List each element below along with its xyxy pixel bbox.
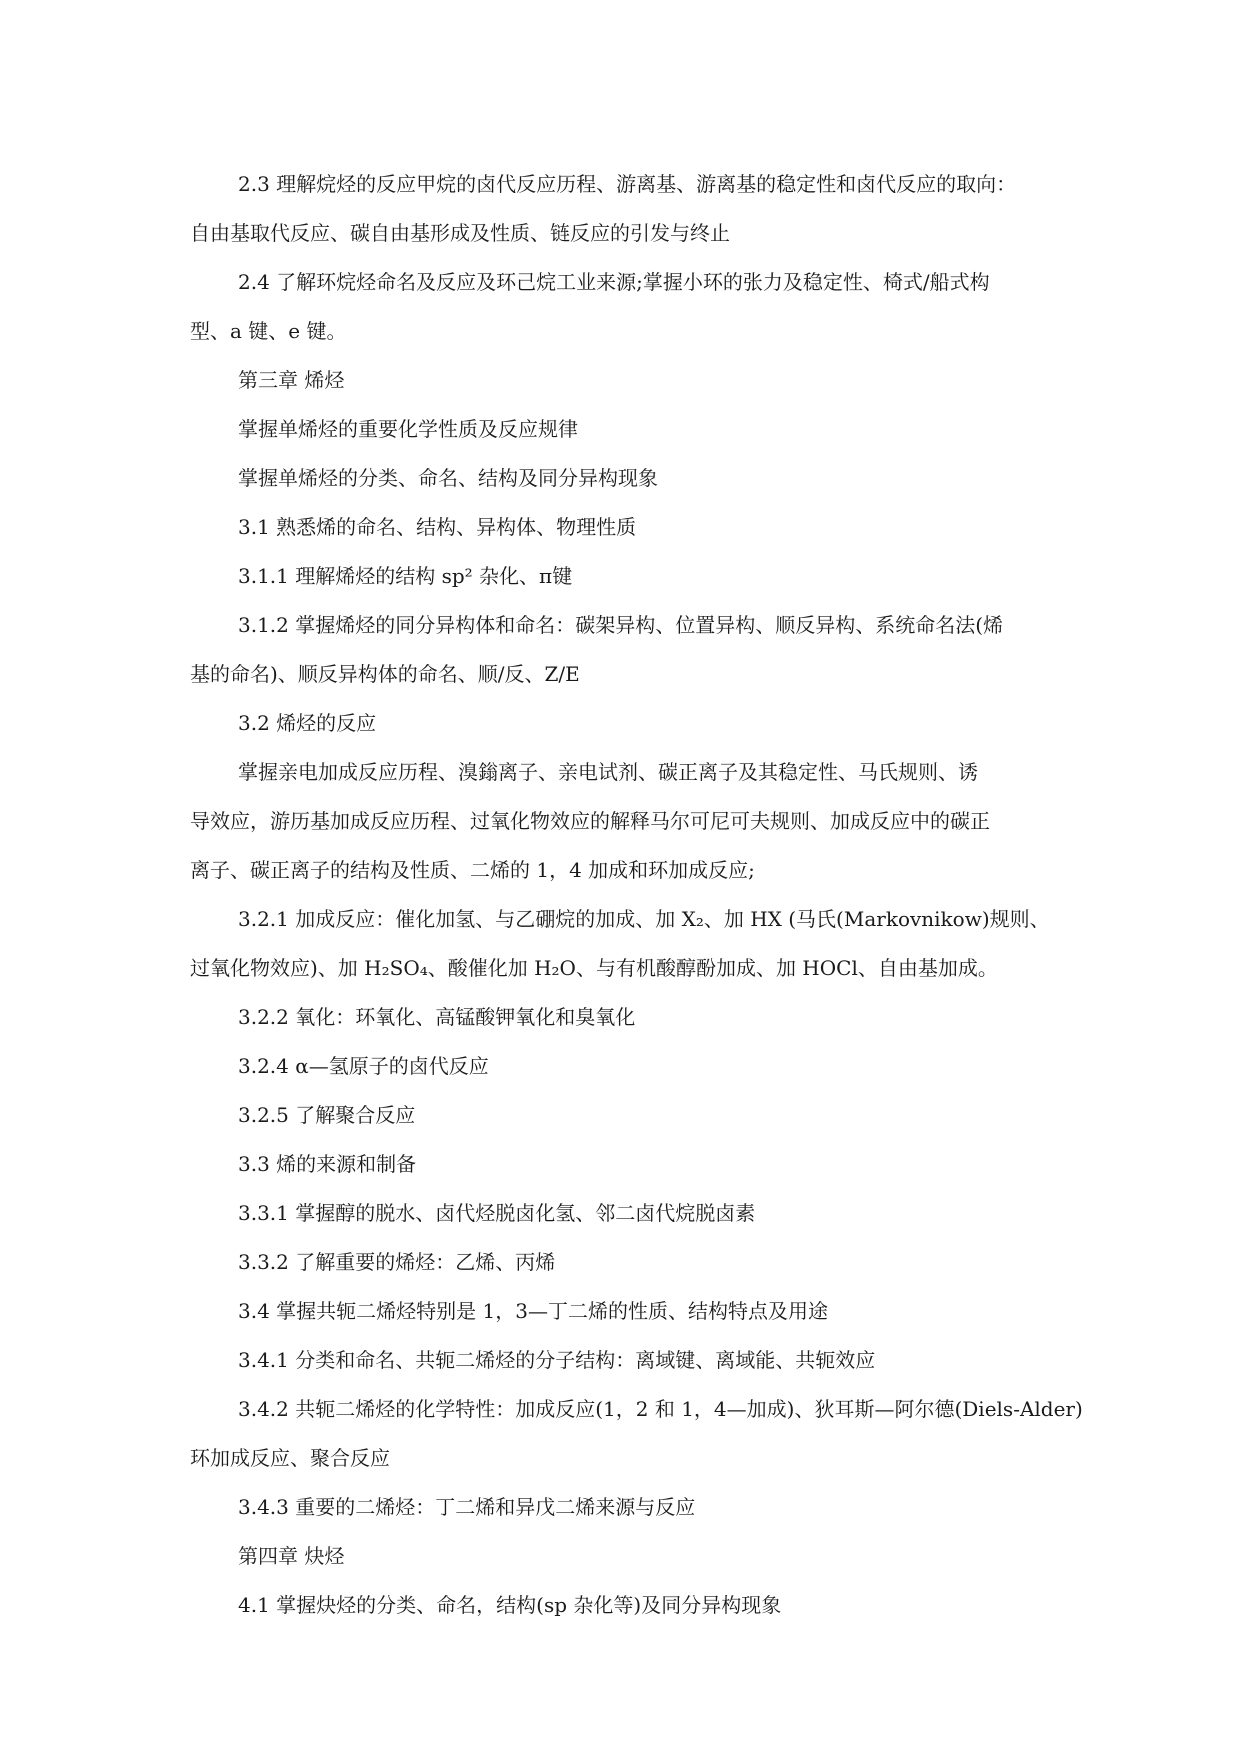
text-line: 离子、碳正离子的结构及性质、二烯的 1，4 加成和环加成反应; [190, 858, 755, 882]
text-line: 过氧化物效应)、加 H₂SO₄、酸催化加 H₂O、与有机酸醇酚加成、加 HOCl、自由基加成。 [190, 956, 998, 980]
text-line: 2.3 理解烷烃的反应甲烷的卤代反应历程、游离基、游离基的稳定性和卤代反应的取向： [238, 172, 1017, 196]
text-line: 自由基取代反应、碳自由基形成及性质、链反应的引发与终止 [190, 221, 730, 245]
text-line: 3.4.2 共轭二烯烃的化学特性：加成反应(1，2 和 1，4—加成)、狄耳斯—阿尔德(Diels-Alder) [238, 1397, 1083, 1421]
text-line: 掌握单烯烃的重要化学性质及反应规律 [238, 417, 578, 441]
text-line: 3.3.1 掌握醇的脱水、卤代烃脱卤化氢、邻二卤代烷脱卤素 [238, 1201, 756, 1225]
text-line: 3.2.5 了解聚合反应 [238, 1103, 416, 1127]
text-line: 型、a 键、e 键。 [190, 319, 347, 343]
text-line: 3.2.4 α—氢原子的卤代反应 [238, 1054, 489, 1078]
section-heading: 3.2 烯烃的反应 [238, 711, 377, 735]
text-line: 3.3.2 了解重要的烯烃：乙烯、丙烯 [238, 1250, 556, 1274]
text-line: 导效应，游历基加成反应历程、过氧化物效应的解释马尔可尼可夫规则、加成反应中的碳正 [190, 809, 990, 833]
text-line: 3.4.1 分类和命名、共轭二烯烃的分子结构：离域键、离域能、共轭效应 [238, 1348, 876, 1372]
section-heading: 3.3 烯的来源和制备 [238, 1152, 417, 1176]
section-heading: 4.1 掌握炔烃的分类、命名，结构(sp 杂化等)及同分异构现象 [238, 1593, 782, 1617]
text-line: 2.4 了解环烷烃命名及反应及环己烷工业来源;掌握小环的张力及稳定性、椅式/船式构 [238, 270, 990, 294]
text-line: 3.1.1 理解烯烃的结构 sp² 杂化、π键 [238, 564, 573, 588]
text-line: 掌握亲电加成反应历程、溴鎓离子、亲电试剂、碳正离子及其稳定性、马氏规则、诱 [238, 760, 978, 784]
text-line: 3.2.2 氧化：环氧化、高锰酸钾氧化和臭氧化 [238, 1005, 636, 1029]
text-line: 3.1.2 掌握烯烃的同分异构体和命名：碳架异构、位置异构、顺反异构、系统命名法(烯 [238, 613, 1004, 637]
document-page [190, 160, 1083, 1630]
text-line: 3.2.1 加成反应：催化加氢、与乙硼烷的加成、加 X₂、加 HX (马氏(Markovnikow)规则、 [238, 907, 1050, 931]
text-line: 环加成反应、聚合反应 [190, 1446, 390, 1470]
text-line: 3.4.3 重要的二烯烃：丁二烯和异戊二烯来源与反应 [238, 1495, 696, 1519]
section-heading: 3.1 熟悉烯的命名、结构、异构体、物理性质 [238, 515, 637, 539]
text-line: 掌握单烯烃的分类、命名、结构及同分异构现象 [238, 466, 658, 490]
section-heading: 3.4 掌握共轭二烯烃特别是 1，3—丁二烯的性质、结构特点及用途 [238, 1299, 828, 1323]
chapter-heading: 第四章 炔烃 [238, 1544, 345, 1568]
text-line: 基的命名)、顺反异构体的命名、顺/反、Z/E [190, 662, 580, 686]
chapter-heading: 第三章 烯烃 [238, 368, 345, 392]
